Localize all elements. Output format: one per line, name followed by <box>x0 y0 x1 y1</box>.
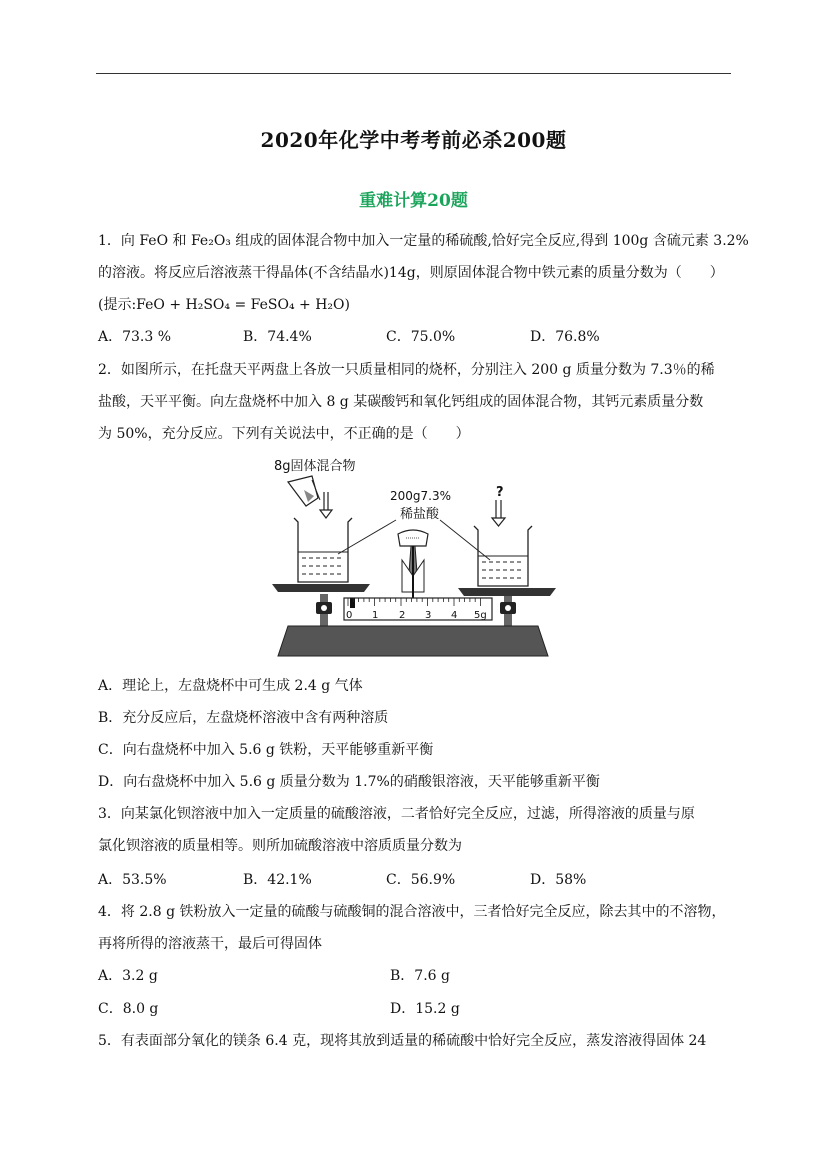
q1-option-b: B．74.4% <box>243 329 312 345</box>
section-subtitle: 重难计算20题 <box>359 191 468 211</box>
q2-option-a: A．理论上，左盘烧杯中可生成 2.4 g 气体 <box>98 678 363 694</box>
q3-option-b: B．42.1% <box>243 872 312 888</box>
right-knob <box>500 596 516 626</box>
balance-figure <box>268 456 558 666</box>
scale-tick-3: 3 <box>425 610 432 621</box>
q1-option-a: A．73.3 % <box>98 329 172 345</box>
figure-left-label: 8g固体混合物 <box>274 459 356 474</box>
q4-option-c: C．8.0 g <box>98 1001 159 1017</box>
q2-line-3: 为 50%，充分反应。下列有关说法中，不正确的是（ ） <box>98 426 470 442</box>
page-title: 2020年化学中考考前必杀200题 <box>260 128 567 152</box>
q2-option-d: D．向右盘烧杯中加入 5.6 g 质量分数为 1.7%的硝酸银溶液，天平能够重新平衡 <box>98 774 600 790</box>
right-arrow-icon <box>492 500 505 526</box>
q2-line-1: 2．如图所示，在托盘天平两盘上各放一只质量相同的烧杯，分别注入 200 g 质量分数为 7.3％的稀 <box>98 362 715 378</box>
q4-line-1: 4．将 2.8 g 铁粉放入一定量的硫酸与硫酸铜的混合溶液中，三者恰好完全反应，除去其中的不溶物， <box>98 904 726 920</box>
q4-line-2: 再将所得的溶液蒸干，最后可得固体 <box>98 936 322 952</box>
q2-option-c: C．向右盘烧杯中加入 5.6 g 铁粉，天平能够重新平衡 <box>98 742 434 758</box>
q4-option-b: B．7.6 g <box>390 968 450 984</box>
q2-line-2: 盐酸，天平平衡。向左盘烧杯中加入 8 g 某碳酸钙和氧化钙组成的固体混合物，其钙元素质量分数 <box>98 394 704 410</box>
left-beaker <box>294 518 352 582</box>
left-arrow-icon <box>320 492 332 518</box>
figure-mid-label-1: 200g7.3% <box>390 489 452 503</box>
q3-line-2: 氯化钡溶液的质量相等。则所加硫酸溶液中溶质质量分数为 <box>98 838 462 854</box>
q1-option-c: C．75.0% <box>386 329 456 345</box>
q1-line-2: 的溶液。将反应后溶液蒸干得晶体(不含结晶水)14g，则原固体混合物中铁元素的质量分数为（ ） <box>98 265 724 281</box>
left-pan <box>272 584 370 592</box>
q4-option-d: D．15.2 g <box>390 1001 460 1017</box>
scale-tick-5: 5g <box>474 610 487 621</box>
figure-mid-label-2: 稀盐酸 <box>400 507 440 522</box>
q2-option-b: B．充分反应后，左盘烧杯溶液中含有两种溶质 <box>98 710 389 726</box>
q4-option-a: A．3.2 g <box>98 968 158 984</box>
left-knob <box>316 594 332 626</box>
scale-bar <box>344 598 492 620</box>
scale-tick-2: 2 <box>399 610 406 621</box>
figure-right-label: ? <box>496 485 504 500</box>
balance-dial <box>398 530 428 602</box>
right-pan <box>458 588 556 596</box>
balance-base <box>278 626 548 656</box>
q3-line-1: 3．向某氯化钡溶液中加入一定质量的硫酸溶液，二者恰好完全反应，过滤，所得溶液的质量与原 <box>98 806 695 822</box>
q1-hint: (提示:FeO + H₂SO₄ = FeSO₄ + H₂O) <box>98 297 350 313</box>
q3-option-c: C．56.9% <box>386 872 456 888</box>
q1-option-d: D．76.8% <box>530 329 600 345</box>
q3-option-d: D．58% <box>530 872 587 888</box>
q3-option-a: A．53.5% <box>98 872 167 888</box>
q5-line-1: 5．有表面部分氧化的镁条 6.4 克，现将其放到适量的稀硫酸中恰好完全反应，蒸发溶液得固体 24 <box>98 1033 707 1049</box>
right-beaker <box>474 526 532 586</box>
scale-tick-0: 0 <box>346 610 353 621</box>
spoon-icon <box>288 476 320 506</box>
q1-line-1: 1．向 FeO 和 Fe₂O₃ 组成的固体混合物中加入一定量的稀硫酸,恰好完全反应,得到 100g 含硫元素 3.2% <box>98 233 749 249</box>
scale-tick-4: 4 <box>451 610 458 621</box>
scale-tick-1: 1 <box>372 610 379 621</box>
header-rule <box>96 73 731 74</box>
